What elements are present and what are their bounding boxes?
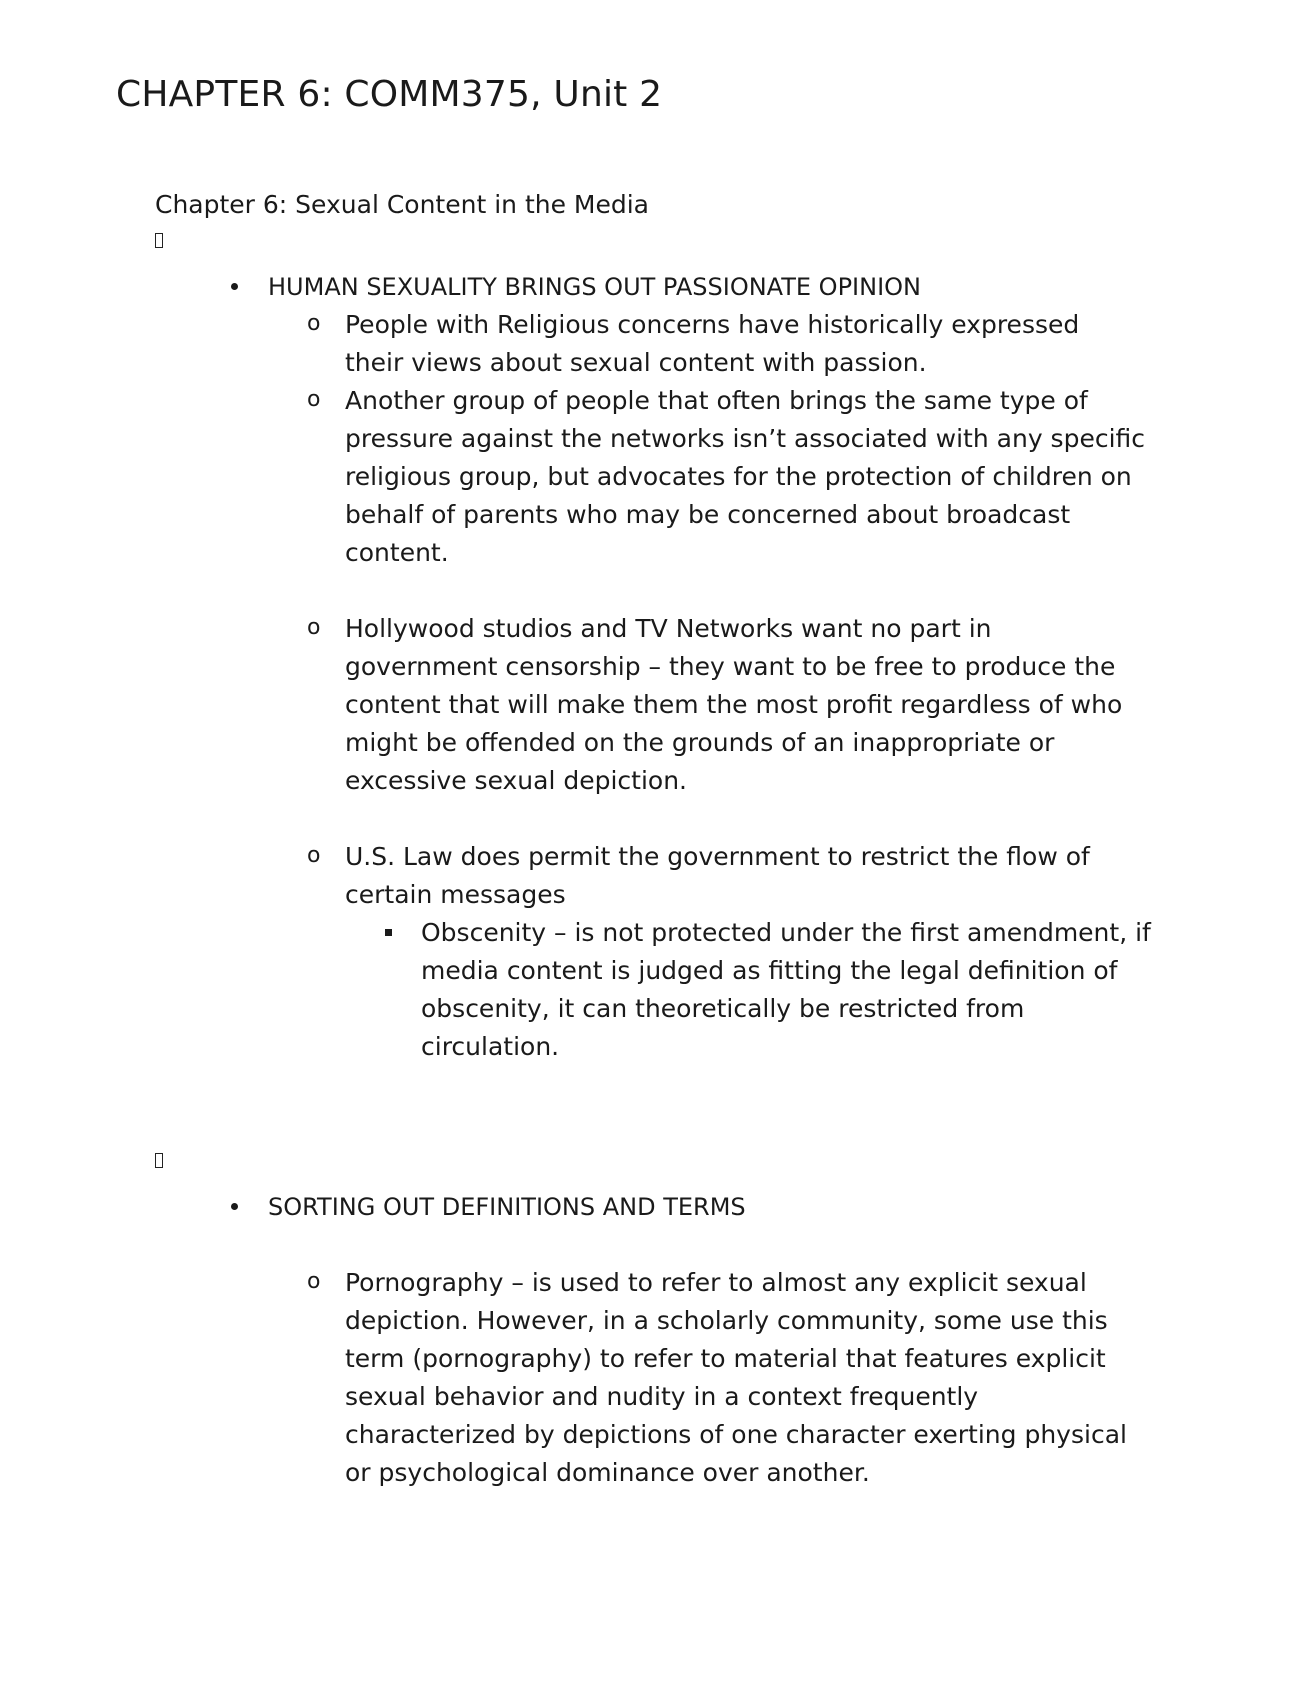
chapter-subtitle: Chapter 6: Sexual Content in the Media: [155, 190, 650, 219]
filled-square-bullet-icon: [385, 929, 392, 936]
list-item-text: Another group of people that often brings the same type of pressure against the networks isn’t associated with any specific religious group, but advocates for the protection of children on behalf of parents who may be concerned about broadcast content.: [345, 386, 1146, 567]
list-item-text: U.S. Law does permit the government to restrict the flow of certain messages: [345, 842, 1090, 909]
missing-glyph-box-icon: [155, 1153, 163, 1168]
filled-circle-bullet-icon: [231, 1203, 238, 1210]
list-item: [307, 306, 1145, 382]
hollow-o-bullet-icon: o: [307, 311, 321, 336]
section-human-sexuality: [0, 268, 1306, 1066]
list-item: [307, 382, 1146, 572]
list-item-text: Hollywood studios and TV Networks want no part in government censorship – they want to be free to produce the content that will make them the most profit regardless of who might be offended on the grounds of an inappropriate or excessive sexual depiction.: [345, 614, 1123, 795]
sub-list-item: [421, 914, 1151, 1066]
page-title: CHAPTER 6: COMM375, Unit 2: [116, 74, 663, 115]
sub-list-item-text: Obscenity – is not protected under the first amendment, if media content is judged as fitting the legal definition of obscenity, it can theoretically be restricted from circulation.: [421, 918, 1151, 1061]
list-item: [307, 838, 1145, 914]
section-heading-text: SORTING OUT DEFINITIONS AND TERMS: [268, 1193, 746, 1221]
hollow-o-bullet-icon: o: [307, 1269, 321, 1294]
section-heading: [268, 268, 1306, 306]
list-item-text: Pornography – is used to refer to almost any explicit sexual depiction. However, in a scholarly community, some use this term (pornography) to refer to material that features explicit sexual behavior and nudity in a context frequently characterized by depictions of one character exerting physical or psychological dominance over another.: [345, 1268, 1127, 1487]
section-definitions-terms: [0, 1188, 1306, 1492]
missing-glyph-box-icon: [155, 233, 163, 248]
list-item: [307, 610, 1145, 800]
section-heading: [268, 1188, 1306, 1226]
hollow-o-bullet-icon: o: [307, 387, 321, 412]
filled-circle-bullet-icon: [231, 283, 238, 290]
hollow-o-bullet-icon: o: [307, 615, 321, 640]
hollow-o-bullet-icon: o: [307, 843, 321, 868]
list-item-text: People with Religious concerns have historically expressed their views about sexual content with passion.: [345, 310, 1080, 377]
list-item: [307, 1264, 1145, 1492]
section-heading-text: HUMAN SEXUALITY BRINGS OUT PASSIONATE OPINION: [268, 273, 921, 301]
